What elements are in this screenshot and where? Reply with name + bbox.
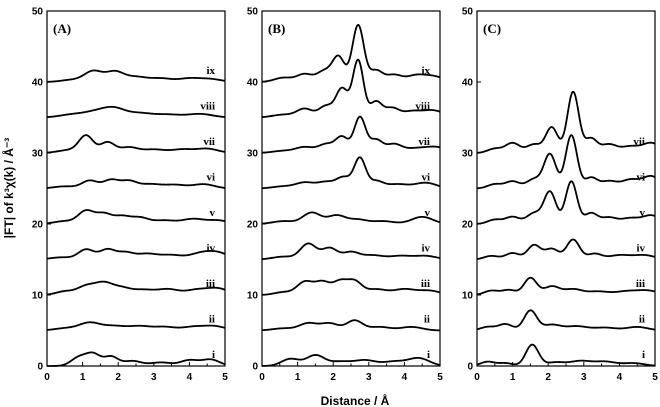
plot-frame xyxy=(477,11,655,366)
x-tick-label: 2 xyxy=(545,372,551,383)
curve-label: v xyxy=(424,207,430,219)
y-tick-label: 10 xyxy=(246,290,258,302)
curve-v xyxy=(262,212,440,223)
x-axis-label: Distance / Å xyxy=(320,394,390,407)
curve-label: vii xyxy=(633,136,645,148)
x-tick-label: 1 xyxy=(294,372,301,383)
curve-label: iii xyxy=(205,278,215,290)
x-tick-label: 0 xyxy=(44,372,50,383)
curve-label: viii xyxy=(415,100,430,113)
y-tick-label: 10 xyxy=(31,290,43,302)
y-tick-label: 20 xyxy=(31,219,43,231)
curve-viii xyxy=(262,60,440,117)
plot-frame xyxy=(47,11,225,366)
curve-label: vii xyxy=(203,136,215,148)
y-tick-label: 50 xyxy=(246,6,258,18)
panel-1 xyxy=(32,7,228,384)
x-tick-label: 4 xyxy=(186,372,193,383)
panel-label: (C) xyxy=(483,21,502,36)
y-tick-label: 30 xyxy=(461,148,473,160)
curve-i xyxy=(477,345,655,366)
x-tick-label: 2 xyxy=(330,372,336,383)
x-tick-label: 5 xyxy=(222,372,228,383)
curve-ix xyxy=(262,25,440,82)
curve-vii xyxy=(477,92,655,153)
x-tick-label: 3 xyxy=(581,372,587,383)
curve-viii xyxy=(47,107,225,117)
curve-v xyxy=(477,181,655,224)
y-tick-label: 30 xyxy=(246,148,258,160)
y-tick-label: 0 xyxy=(37,361,43,373)
y-tick-label: 20 xyxy=(461,219,473,231)
panels xyxy=(32,7,658,384)
curve-label: iii xyxy=(635,278,645,290)
curve-label: vi xyxy=(421,171,430,184)
curve-vii xyxy=(47,135,225,152)
x-tick-label: 5 xyxy=(652,372,658,383)
curve-iii xyxy=(477,278,655,295)
curve-iv xyxy=(477,239,655,259)
curve-label: iv xyxy=(421,242,430,255)
curve-label: vi xyxy=(636,171,645,184)
curve-label: ii xyxy=(208,313,215,326)
curve-label: ii xyxy=(423,313,430,326)
y-tick-label: 20 xyxy=(246,219,258,231)
x-tick-label: 0 xyxy=(474,372,480,383)
curve-iv xyxy=(262,243,440,259)
panel-label: (A) xyxy=(53,21,72,36)
y-tick-label: 40 xyxy=(246,77,258,89)
y-tick-label: 0 xyxy=(467,361,473,373)
x-tick-label: 2 xyxy=(115,372,121,383)
x-tick-label: 4 xyxy=(401,372,408,383)
x-tick-label: 0 xyxy=(259,372,265,383)
y-tick-label: 0 xyxy=(252,361,258,373)
y-axis-title xyxy=(1,138,16,239)
curve-vi xyxy=(477,135,655,188)
y-tick-label: 50 xyxy=(31,6,43,18)
x-tick-label: 3 xyxy=(366,372,372,383)
curve-label: iv xyxy=(206,242,215,255)
curve-ii xyxy=(262,320,440,330)
curve-label: i xyxy=(211,349,215,361)
curve-label: ii xyxy=(638,313,645,326)
plot-frame xyxy=(262,11,440,366)
curve-label: vii xyxy=(418,136,430,148)
curve-label: v xyxy=(209,207,215,219)
curve-vi xyxy=(262,157,440,188)
curve-vii xyxy=(262,117,440,153)
curve-v xyxy=(47,210,225,223)
y-tick-label: 40 xyxy=(461,77,473,89)
y-tick-label: 30 xyxy=(31,148,43,160)
curve-label: i xyxy=(641,349,645,361)
panel-label: (B) xyxy=(268,21,286,36)
curve-ii xyxy=(477,310,655,329)
curve-ii xyxy=(47,322,225,330)
x-tick-label: 3 xyxy=(151,372,157,383)
curve-label: i xyxy=(426,349,430,361)
x-tick-label: 4 xyxy=(616,372,623,383)
curve-label: viii xyxy=(200,100,215,113)
panel-2 xyxy=(247,7,443,384)
x-tick-label: 1 xyxy=(79,372,86,383)
panel-3 xyxy=(462,7,658,384)
curve-label: v xyxy=(639,207,645,219)
x-tick-label: 1 xyxy=(509,372,516,383)
curve-iii xyxy=(262,279,440,295)
curve-iv xyxy=(47,249,225,259)
curve-label: iii xyxy=(420,278,430,290)
y-axis-label: |FT| of k³χ(k) / Å⁻³ xyxy=(2,137,16,239)
y-tick-label: 10 xyxy=(461,290,473,302)
y-tick-label: 40 xyxy=(31,77,43,89)
curve-iii xyxy=(47,282,225,295)
y-tick-label: 50 xyxy=(461,6,473,18)
curve-label: ix xyxy=(206,65,215,77)
curve-label: ix xyxy=(421,65,430,77)
curve-ix xyxy=(47,70,225,81)
curve-label: iv xyxy=(636,242,645,255)
x-tick-label: 5 xyxy=(437,372,443,383)
curve-vi xyxy=(47,179,225,188)
curve-label: vi xyxy=(206,171,215,184)
